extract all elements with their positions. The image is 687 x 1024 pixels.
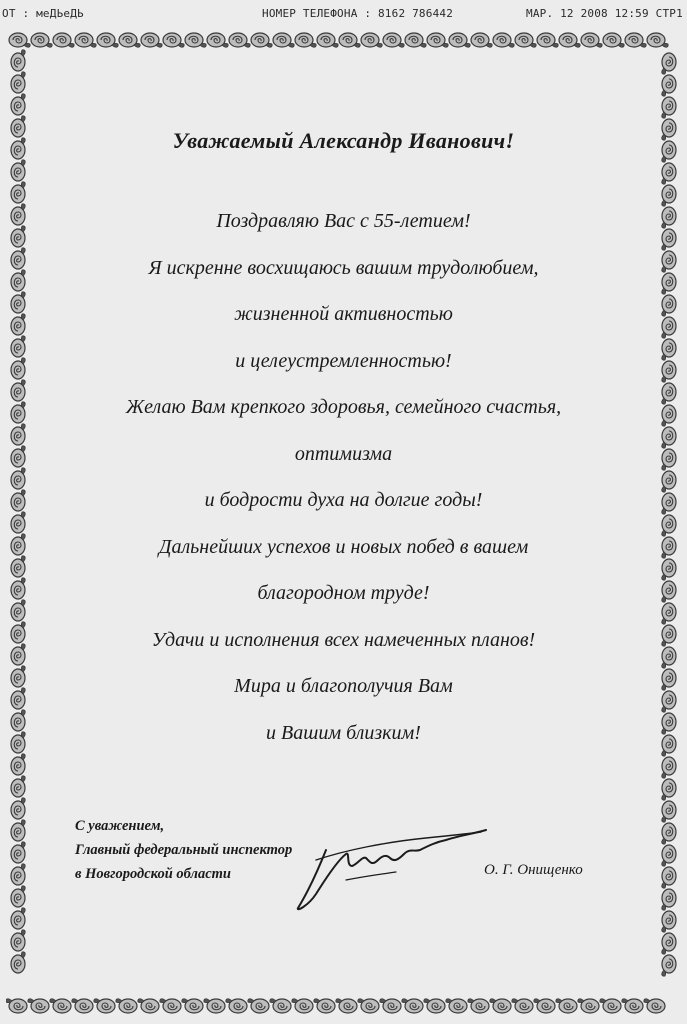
letter-line: благородном труде!	[257, 582, 430, 604]
letter-body	[40, 120, 647, 756]
letter-line: Желаю Вам крепкого здоровья, семейного счастья,	[125, 396, 562, 418]
closing-region: в Новгородской области	[75, 866, 231, 882]
letter-line: Поздравляю Вас с 55-летием!	[216, 210, 471, 232]
letter-line: Дальнейших успехов и новых побед в вашем	[158, 535, 529, 558]
letter-line: Удачи и исполнения всех намеченных планов!	[151, 628, 536, 651]
closing-block	[75, 814, 292, 886]
letter-line: Мира и благополучия Вам	[234, 675, 453, 697]
fax-header	[0, 0, 687, 22]
closing-title: Главный федеральный инспектор	[75, 842, 293, 858]
fax-phone: НОМЕР ТЕЛЕФОНА : 8162 786442	[262, 7, 454, 20]
salutation: Уважаемый Александр Иванович!	[172, 128, 515, 153]
letter-line: оптимизма	[294, 442, 393, 465]
closing-regards: С уважением,	[75, 818, 165, 834]
letter-line: и бодрости духа на долгие годы!	[204, 489, 483, 511]
fax-date: МАР. 12 2008 12:59 СТР1	[526, 7, 683, 20]
signer-name: О. Г. Онищенко	[484, 862, 583, 878]
letter-line: Я искренне восхищаюсь вашим трудолюбием,	[148, 256, 539, 279]
signature-icon	[286, 820, 496, 920]
fax-from: OT : меДЬеДЬ	[2, 7, 84, 20]
letter-line: и Вашим близким!	[266, 721, 421, 744]
letter-line: и целеустремленностью!	[235, 349, 452, 372]
letter-line: жизненной активностью	[234, 303, 453, 325]
